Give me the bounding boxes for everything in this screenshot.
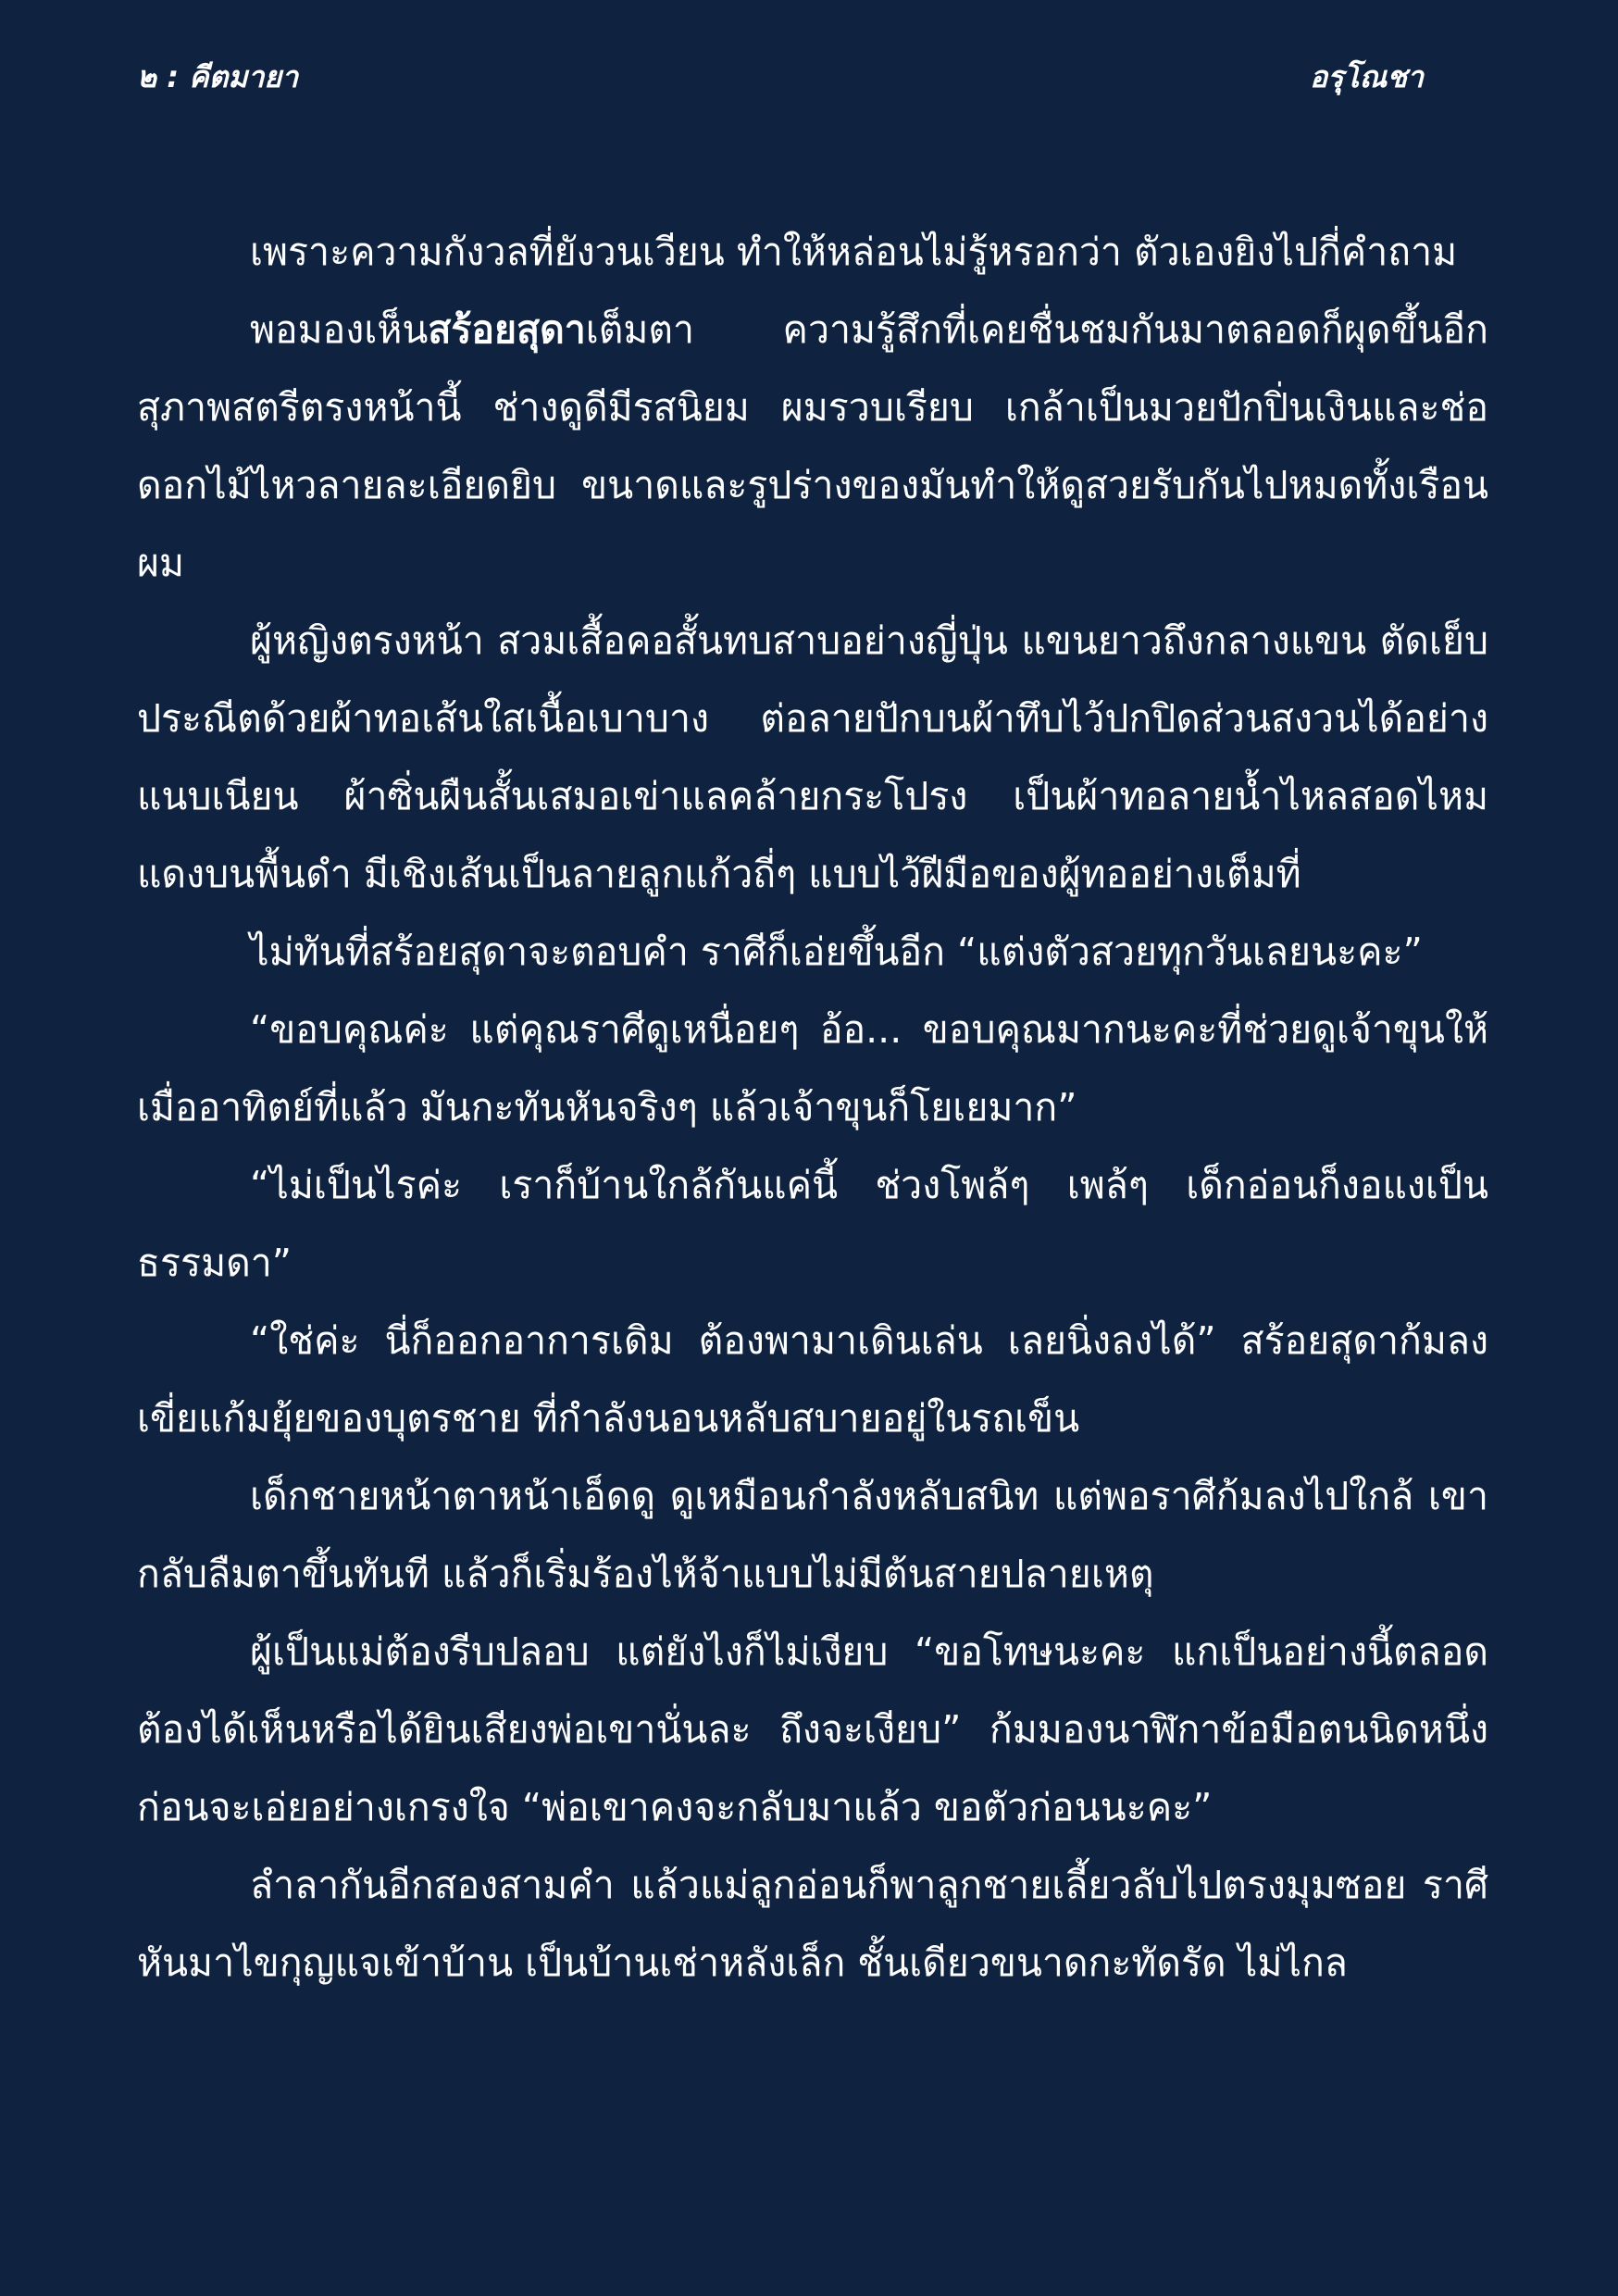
paragraph: เด็กชายหน้าตาหน้าเอ็ดดู ดูเหมือนกำลังหลับสนิท แต่พอราศีก้มลงไปใกล้ เขากลับลืมตาขึ้นทันที แล้วก็เริ่มร้องไห้จ้าแบบไม่มีต้นสายปลายเหตุ bbox=[137, 1474, 1488, 1596]
paragraph: เพราะความกังวลที่ยังวนเวียน ทำให้หล่อนไม่รู้หรอกว่า ตัวเองยิงไปกี่คำถาม bbox=[250, 230, 1458, 274]
paragraph-text: เต็มตา ความรู้สึกที่เคยชื่นชมกันมาตลอดก็ผุดขึ้นอีก สุภาพสตรีตรงหน้านี้ ช่างดูดีมีรสนิยม ผมรวบเรียบ เกล้าเป็นมวยปักปิ่นเงินและช่อดอกไม้ไหวลายละเอียดยิบ ขนาดและรูปร่างของมันทำให้ดูสวยรับกันไปหมดทั้งเรือนผม bbox=[137, 307, 1488, 585]
paragraph: ลำลากันอีกสองสามคำ แล้วแม่ลูกอ่อนก็พาลูกชายเลี้ยวลับไปตรงมุมซอย ราศีหันมาไขกุญแจเข้าบ้าน เป็นบ้านเช่าหลังเล็ก ชั้นเดียวขนาดกะทัดรัด ไม่ไกล bbox=[137, 1863, 1488, 1985]
page-header-title: ๒ : คีตมายา bbox=[137, 59, 299, 94]
page-header-author: อรุโณชา bbox=[1310, 59, 1424, 94]
paragraph: ไม่ทันที่สร้อยสุดาจะตอบคำ ราศีก็เอ่ยขึ้นอีก “แต่งตัวสวยทุกวันเลยนะคะ” bbox=[250, 930, 1423, 974]
paragraph-text: พอมองเห็น bbox=[250, 307, 429, 352]
paragraph bbox=[137, 291, 1488, 602]
body-text bbox=[137, 213, 1488, 2002]
character-name-bold: สร้อยสุดา bbox=[428, 307, 586, 352]
paragraph: “ไม่เป็นไรค่ะ เราก็บ้านใกล้กันแค่นี้ ช่วงโพล้ๆ เพล้ๆ เด็กอ่อนก็งอแงเป็นธรรมดา” bbox=[137, 1163, 1488, 1285]
paragraph: “ใช่ค่ะ นี่ก็ออกอาการเดิม ต้องพามาเดินเล่น เลยนิ่งลงได้” สร้อยสุดาก้มลงเขี่ยแก้มยุ้ยของบุตรชาย ที่กำลังนอนหลับสบายอยู่ในรถเข็น bbox=[137, 1318, 1488, 1441]
paragraph: “ขอบคุณค่ะ แต่คุณราศีดูเหนื่อยๆ อ้อ... ขอบคุณมากนะคะที่ช่วยดูเจ้าขุนให้เมื่ออาทิตย์ที่แล้ว มันกะทันหันจริงๆ แล้วเจ้าขุนก็โยเยมาก” bbox=[137, 1007, 1488, 1129]
paragraph: ผู้หญิงตรงหน้า สวมเสื้อคอสั้นทบสาบอย่างญี่ปุ่น แขนยาวถึงกลางแขน ตัดเย็บประณีตด้วยผ้าทอเส้นใสเนื้อเบาบาง ต่อลายปักบนผ้าทึบไว้ปกปิดส่วนสงวนได้อย่างแนบเนียน ผ้าซิ่นผืนสั้นเสมอเข่าแลคล้ายกระโปรง เป็นผ้าทอลายน้ำไหลสอดไหมแดงบนพื้นดำ มีเชิงเส้นเป็นลายลูกแก้วถี่ๆ แบบไว้ฝีมือของผู้ทออย่างเต็มที่ bbox=[137, 618, 1488, 896]
paragraph: ผู้เป็นแม่ต้องรีบปลอบ แต่ยังไงก็ไม่เงียบ “ขอโทษนะคะ แกเป็นอย่างนี้ตลอด ต้องได้เห็นหรือได้ยินเสียงพ่อเขานั่นละ ถึงจะเงียบ” ก้มมองนาฬิกาข้อมือตนนิดหนึ่ง ก่อนจะเอ่ยอย่างเกรงใจ “พ่อเขาคงจะกลับมาแล้ว ขอตัวก่อนนะคะ” bbox=[137, 1629, 1488, 1829]
